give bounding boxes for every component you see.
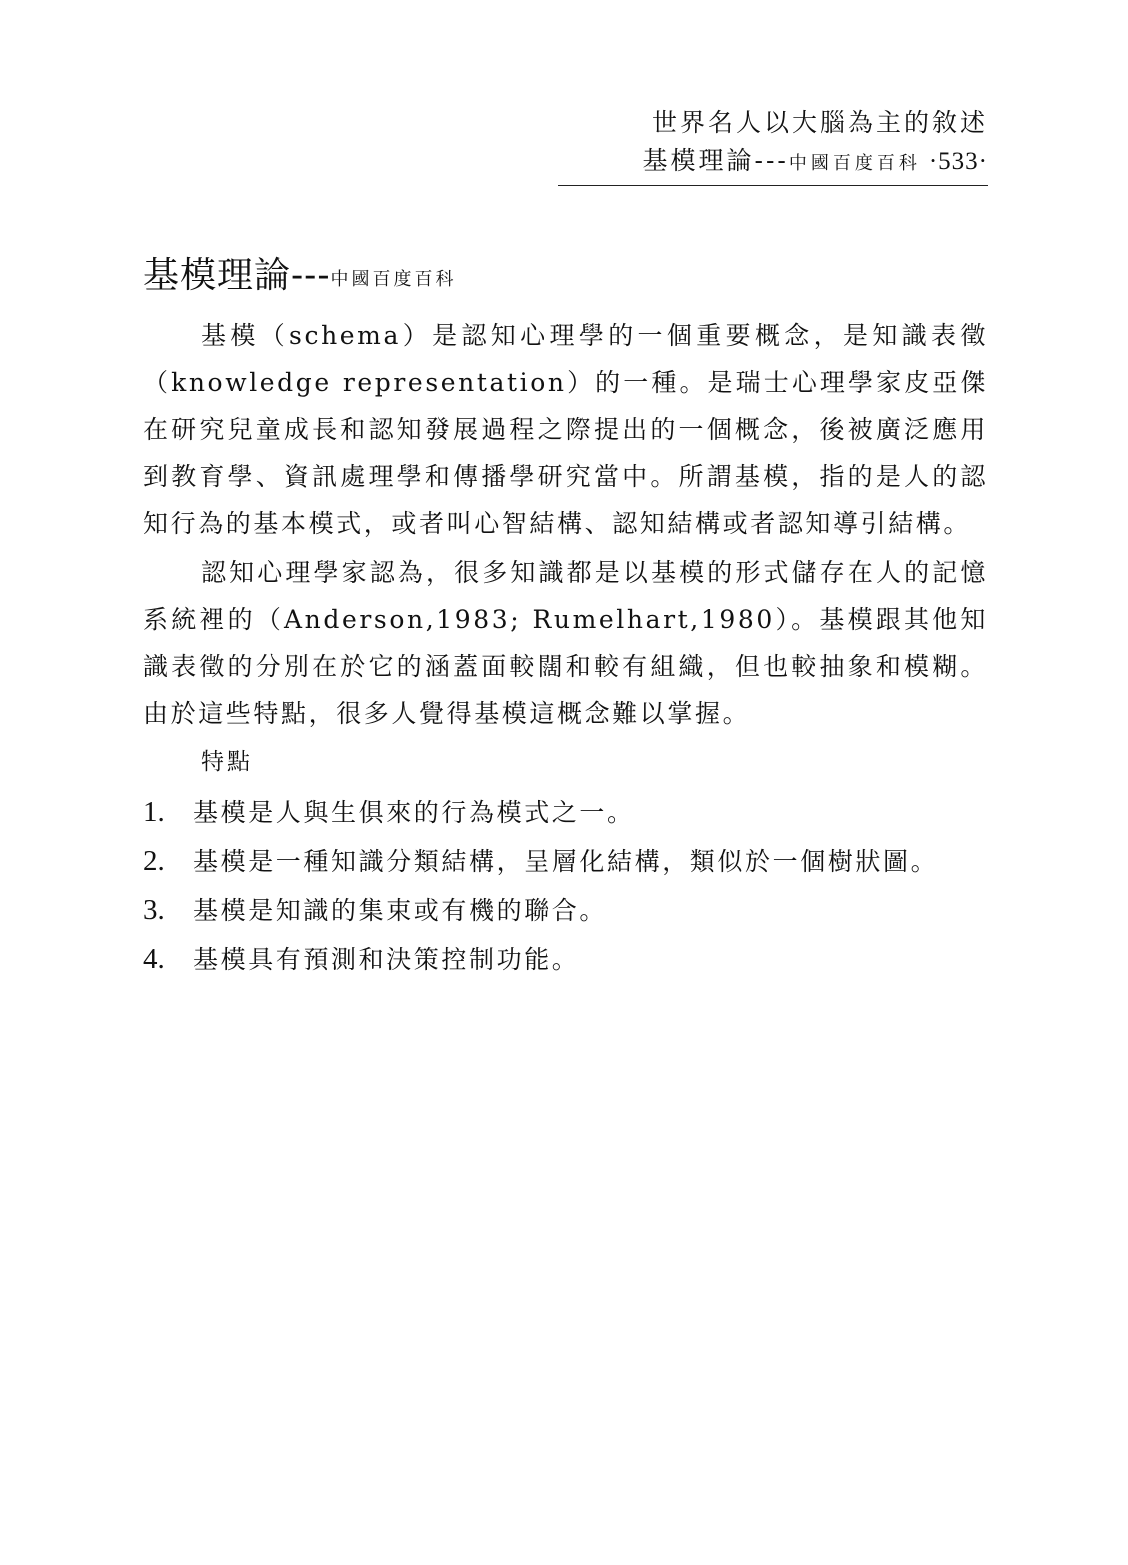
paragraph: 基模（schema）是認知心理學的一個重要概念，是知識表徵（knowledge representation）的一種。是瑞士心理學家皮亞傑在研究兒童成長和認知發展過程之際提出的一個概念，後被廣泛應用到教育學、資訊處理學和傳播學研究當中。所謂基模，指的是人的認知行為的基本模式，或者叫心智結構、認知結構或者認知導引結構。 [143, 321, 988, 538]
list-item-number: 4. [143, 943, 165, 975]
list-item-text: 基模具有預測和決策控制功能。 [193, 945, 580, 974]
list-item-text: 基模是知識的集束或有機的聯合。 [193, 896, 608, 925]
page-number: ·533· [928, 148, 988, 175]
article-title [143, 248, 988, 308]
features-list [143, 788, 988, 984]
list-item [143, 837, 988, 886]
running-header [558, 104, 988, 186]
list-item [143, 935, 988, 984]
list-item-number: 1. [143, 796, 165, 828]
list-item-text: 基模是人與生俱來的行為模式之一。 [193, 798, 635, 827]
article-title-main: 基模理論--- [143, 255, 331, 296]
paragraph: 認知心理學家認為，很多知識都是以基模的形式儲存在人的記憶系統裡的（Anderson,1983; Rumelhart,1980）。基模跟其他知識表徵的分別在於它的涵蓋面較闊和較有組織，但也較抽象和模糊。由於這些特點，很多人覺得基模這概念難以掌握。 [143, 558, 988, 728]
list-item-text: 基模是一種知識分類結構，呈層化結構，類似於一個樹狀圖。 [193, 847, 939, 876]
features-heading: 特點 [201, 749, 253, 775]
list-item [143, 788, 988, 837]
header-chapter-title: 基模理論--- [642, 146, 789, 175]
article-body [143, 248, 988, 984]
list-item-number: 2. [143, 845, 165, 877]
list-item-number: 3. [143, 894, 165, 926]
list-item [143, 886, 988, 935]
article-title-source: 中國百度百科 [330, 269, 457, 290]
header-book-title: 世界名人以大腦為主的敘述 [651, 108, 988, 137]
header-chapter-source: 中國百度百科 [788, 153, 921, 174]
header-chapter-line [558, 142, 988, 186]
